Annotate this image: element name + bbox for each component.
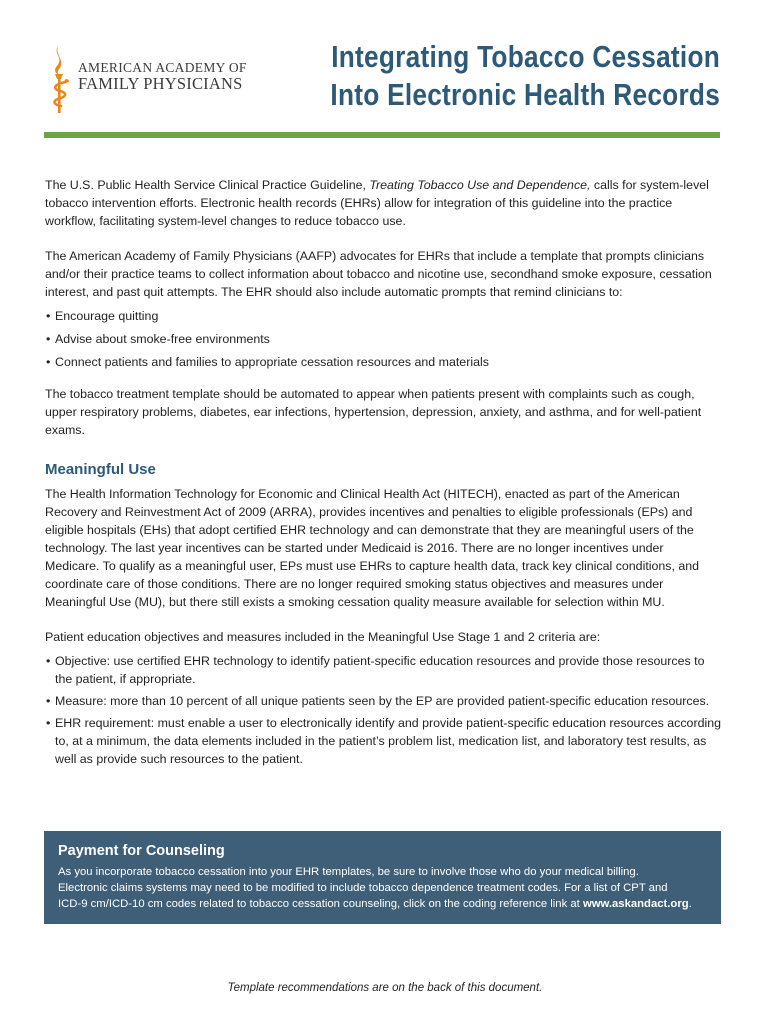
meaningful-use-heading: Meaningful Use [45, 461, 156, 478]
intro-paragraph-1 [45, 176, 721, 230]
meaningful-use-paragraph-2: Patient education objectives and measures included in the Meaningful Use Stage 1 and 2 criteria are: [45, 630, 601, 644]
list-item [45, 330, 721, 348]
bullet-icon: • [46, 716, 51, 730]
header [0, 0, 770, 140]
bullet-icon: • [46, 332, 51, 346]
intro-p1-text-end: calls for system-level tobacco intervention efforts. Electronic health records (EHRs) allow for integration of this guideline into the practice workflow, facilitating system-level changes to reduce tobacco use. [45, 178, 709, 228]
bullet-icon: • [46, 355, 51, 369]
callout-body [58, 864, 707, 912]
callout-line-3-text: ICD-9 cm/ICD-10 cm codes related to tobacco cessation counseling, click on the coding reference link at [58, 898, 583, 910]
meaningful-use-paragraph-1: The Health Information Technology for Economic and Clinical Health Act (HITECH), enacted as part of the American Recovery and Reinvestment Act of 2009 (ARRA), provides incentives and penalties to eligible professionals (EPs) and eligible hospitals (EHs) that adopt certified EHR technology and can demonstrate that they are meaningful users of the technology. The last year incentives can be started under Medicaid is 2016. There are no longer incentives under Medicare. To qualify as a meaningful user, EPs must use EHRs to capture health data, track key clinical conditions, and coordinate care of those conditions. There are no longer required smoking status objectives and measures under Meaningful Use (MU), but there still exists a smoking cessation quality measure available for selection within MU. [45, 487, 700, 609]
callout-line-1: As you incorporate tobacco cessation into your EHR templates, be sure to involve those who do your medical billing. [58, 866, 639, 878]
flame-staff-icon [44, 44, 74, 116]
aafp-logo [44, 44, 247, 116]
callout-line-3 [58, 896, 707, 912]
guideline-title: Treating Tobacco Use and Dependence, [369, 178, 591, 192]
intro-p1-text: The U.S. Public Health Service Clinical Practice Guideline, [45, 178, 370, 192]
list-item [45, 307, 721, 325]
intro-paragraph-3: The tobacco treatment template should be automated to appear when patients present with complaints such as cough, upper respiratory problems, diabetes, ear infections, hypertension, depression, anxiety, and asthma, and for well-patient exams. [45, 387, 702, 437]
intro-paragraph-2: The American Academy of Family Physicians (AAFP) advocates for EHRs that include a template that prompts clinicians and/or their practice teams to collect information about tobacco and nicotine use, secondhand smoke exposure, cessation interest, and past quit attempts. The EHR should also include automatic prompts that remind clinicians to: [45, 249, 712, 299]
header-divider [44, 132, 720, 138]
list-item-text: Connect patients and families to appropriate cessation resources and materials [55, 355, 489, 369]
callout-line-2: Electronic claims systems may need to be modified to include tobacco dependence treatment codes. For a list of CPT and [58, 882, 668, 894]
askandact-link[interactable]: www.askandact.org [582, 898, 689, 910]
list-item-text: EHR requirement: must enable a user to electronically identify and provide patient-specific education resources according to, at a minimum, the data elements included in the patient’s problem list, medication list, and laboratory test results, as well as provide such resources to the patient. [55, 716, 722, 766]
list-item [45, 692, 721, 710]
list-item-text: Measure: more than 10 percent of all unique patients seen by the EP are provided patient-specific education resources. [55, 694, 710, 708]
callout-line-3-end: . [688, 898, 692, 910]
list-item [45, 652, 721, 688]
logo-wordmark [78, 61, 247, 92]
list-item-text: Encourage quitting [55, 309, 159, 323]
payment-callout-box [44, 831, 721, 924]
main-content [45, 176, 721, 772]
list-item-text: Objective: use certified EHR technology to identify patient-specific education resources and provide those resources to the patient, if appropriate. [55, 654, 705, 686]
bullet-icon: • [46, 309, 51, 323]
title-line2: Into Electronic Health Records [330, 78, 720, 112]
criteria-list [45, 652, 721, 768]
logo-line1: AMERICAN ACADEMY OF [78, 60, 247, 75]
bullet-icon: • [46, 654, 51, 668]
list-item [45, 353, 721, 371]
page-title [330, 38, 720, 114]
logo-line2: FAMILY PHYSICIANS [78, 74, 243, 94]
list-item [45, 714, 721, 768]
reminder-list [45, 307, 721, 371]
footer-note: Template recommendations are on the back of this document. [227, 982, 543, 994]
callout-title: Payment for Counseling [58, 843, 225, 859]
title-line1: Integrating Tobacco Cessation [331, 40, 720, 74]
bullet-icon: • [46, 694, 51, 708]
list-item-text: Advise about smoke-free environments [55, 332, 270, 346]
